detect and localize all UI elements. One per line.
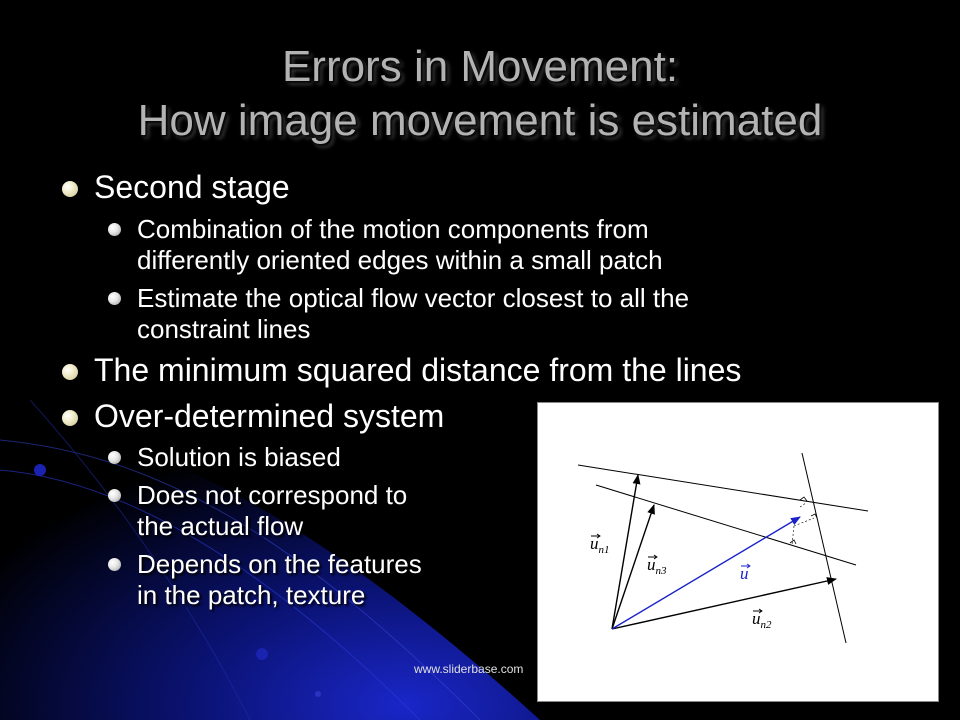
label-un3: $u_{n3}$ (647, 555, 667, 577)
sub-bullet-biased: Solution is biased (137, 442, 341, 472)
constraint-line-3 (596, 485, 856, 565)
bullet-overdetermined: Over-determined system (94, 398, 445, 434)
sub-bullet-depends-line1: Depends on the features (137, 549, 422, 579)
sub-bullet-combination-line2: differently oriented edges within a small patch (137, 245, 663, 275)
sub-bullet-dot-icon (108, 451, 121, 464)
label-un1: $u_{n1}$ (590, 534, 610, 556)
sub-bullet-dot-icon (108, 558, 121, 571)
vector-u-arrow (612, 517, 800, 629)
label-u: u (740, 564, 749, 583)
sub-bullet-estimate-line1: Estimate the optical flow vector closest to all the (137, 283, 690, 313)
label-un2: $u_{n2}$ (752, 609, 772, 631)
footer-watermark: www.sliderbase.com (414, 662, 524, 676)
bullet-dot-icon (62, 410, 78, 426)
slide-title-line2: How image movement is estimated (137, 96, 823, 145)
sub-bullet-notcorrespond-line2: the actual flow (137, 511, 304, 541)
sub-bullet-notcorrespond-line1: Does not correspond to (137, 480, 408, 510)
sub-bullet-dot-icon (108, 292, 121, 305)
slide-title-line1: Errors in Movement: (281, 42, 679, 91)
constraint-line-1 (578, 465, 868, 511)
bullet-minimum-distance: The minimum squared distance from the lines (94, 352, 742, 388)
sub-bullet-combination-line1: Combination of the motion components from (137, 214, 649, 244)
bullet-dot-icon (62, 181, 78, 197)
bullet-second-stage: Second stage (94, 169, 290, 205)
vector-un1-arrow (612, 475, 638, 629)
sub-bullet-depends-line2: in the patch, texture (137, 580, 366, 610)
bullet-dot-icon (62, 364, 78, 380)
sub-bullet-estimate-line2: constraint lines (137, 314, 311, 344)
sub-bullet-dot-icon (108, 223, 121, 236)
sub-bullet-dot-icon (108, 489, 121, 502)
constraint-lines-figure (537, 402, 939, 702)
vector-diagram (538, 403, 938, 701)
constraint-line-2 (802, 453, 846, 643)
vector-un2-arrow (612, 579, 836, 629)
